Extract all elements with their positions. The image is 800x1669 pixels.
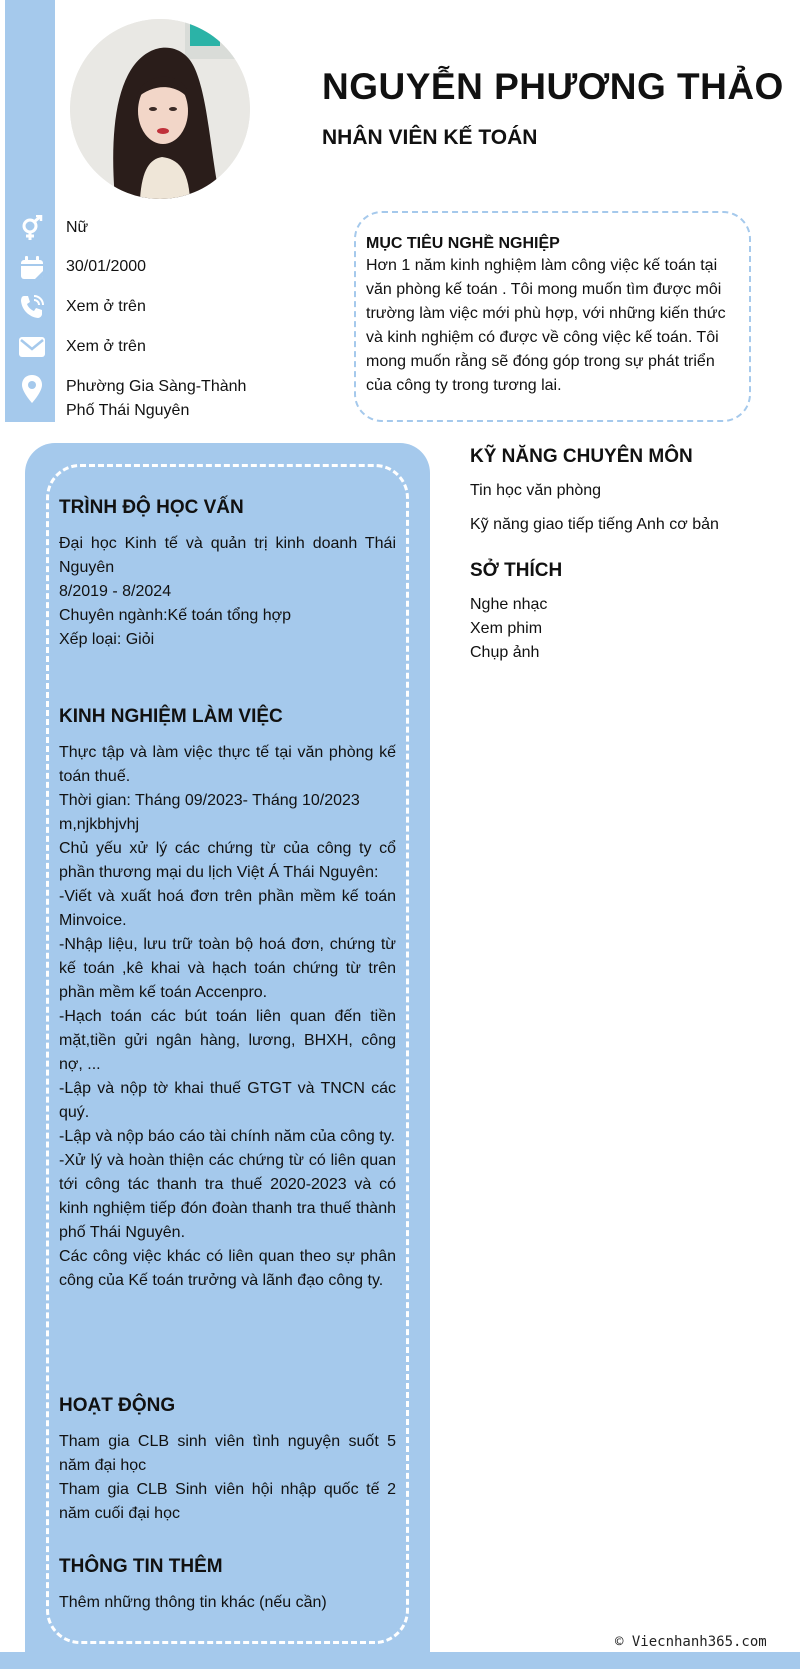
gender-icon — [17, 213, 47, 243]
birthday-text: 30/01/2000 — [66, 258, 147, 275]
activity-line: Tham gia CLB Sinh viên hội nhập quốc tế 2 năm cuối đại học — [59, 1481, 396, 1522]
location-pin-icon — [17, 374, 47, 404]
candidate-name: NGUYỄN PHƯƠNG THẢO — [322, 66, 784, 107]
education-line: Đại học Kinh tế và quản trị kinh doanh Thái Nguyên — [59, 535, 396, 576]
address-text: Phường Gia Sàng-Thành Phố Thái Nguyên — [66, 378, 247, 419]
career-objective-box — [354, 211, 751, 422]
objective-text: Hơn 1 năm kinh nghiệm làm công việc kế toán tại văn phòng kế toán . Tôi mong muốn tìm được môi trường làm việc mới phù hợp, với những kiến thức và kinh nghiệm có được về công việc kế toán. Tôi mong muốn rằng sẽ đóng góp trong sự phát triển của công ty trong tương lai. — [366, 257, 726, 394]
experience-line: -Hạch toán các bút toán liên quan đến tiền mặt,tiền gửi ngân hàng, lương, BHXH, công nợ, ... — [59, 1008, 396, 1073]
gender-text: Nữ — [66, 219, 89, 236]
skill-item: Kỹ năng giao tiếp tiếng Anh cơ bản — [470, 516, 719, 533]
education-line: Xếp loại: Giỏi — [59, 631, 155, 648]
education-line: 8/2019 - 8/2024 — [59, 583, 172, 600]
experience-body — [59, 741, 396, 1293]
calendar-icon — [17, 253, 47, 283]
hobby-item: Xem phim — [470, 620, 543, 637]
extra-info-heading: THÔNG TIN THÊM — [59, 1556, 223, 1577]
copyright-text: © Viecnhanh365.com — [615, 1634, 767, 1650]
experience-line: Thời gian: Tháng 09/2023- Tháng 10/2023 — [59, 792, 360, 809]
education-line: Chuyên ngành:Kế toán tổng hợp — [59, 607, 292, 624]
phone-text: Xem ở trên — [66, 298, 146, 315]
experience-heading: KINH NGHIỆM LÀM VIỆC — [59, 706, 283, 727]
experience-line: -Nhập liệu, lưu trữ toàn bộ hoá đơn, chứng từ kế toán ,kê khai và hạch toán chứng từ trên phần mềm kế toán Accenpro. — [59, 936, 396, 1001]
email-icon — [17, 332, 47, 362]
experience-line: Các công việc khác có liên quan theo sự phân công của Kế toán trưởng và lãnh đạo công ty. — [59, 1248, 396, 1289]
experience-line: -Viết và xuất hoá đơn trên phần mềm kế toán Minvoice. — [59, 888, 396, 929]
skill-item: Tin học văn phòng — [470, 482, 602, 499]
bottom-accent-band — [0, 1652, 800, 1669]
avatar — [70, 19, 250, 199]
experience-line: m,njkbhjvhj — [59, 816, 140, 833]
job-title: NHÂN VIÊN KẾ TOÁN — [322, 126, 538, 149]
objective-heading: MỤC TIÊU NGHỀ NGHIỆP — [366, 235, 560, 252]
phone-icon — [17, 292, 47, 322]
avatar-photo — [70, 19, 250, 199]
activities-heading: HOẠT ĐỘNG — [59, 1395, 176, 1416]
hobby-item: Nghe nhạc — [470, 596, 548, 613]
extra-info-text: Thêm những thông tin khác (nếu cần) — [59, 1594, 327, 1611]
education-heading: TRÌNH ĐỘ HỌC VẤN — [59, 497, 244, 518]
hobby-item: Chụp ảnh — [470, 644, 540, 661]
experience-line: -Lập và nộp báo cáo tài chính năm của công ty. — [59, 1128, 395, 1145]
experience-line: -Xử lý và hoàn thiện các chứng từ có liên quan tới công tác thanh tra thuế 2020-2023 và có kinh nghiệm tiếp đón đoàn thanh tra thuế thành phố Thái Nguyên. — [59, 1152, 396, 1241]
skills-heading: KỸ NĂNG CHUYÊN MÔN — [470, 446, 693, 467]
activity-line: Tham gia CLB sinh viên tình nguyện suốt 5 năm đại học — [59, 1433, 396, 1474]
hobbies-heading: SỞ THÍCH — [470, 560, 563, 581]
email-text: Xem ở trên — [66, 338, 146, 355]
experience-line: -Lập và nộp tờ khai thuế GTGT và TNCN các quý. — [59, 1080, 396, 1121]
activities-body — [59, 1430, 396, 1526]
experience-line: Chủ yếu xử lý các chứng từ của công ty cổ phần thương mại du lịch Việt Á Thái Nguyên: — [59, 840, 396, 881]
experience-line: Thực tập và làm việc thực tế tại văn phòng kế toán thuế. — [59, 744, 396, 785]
education-body — [59, 532, 396, 652]
